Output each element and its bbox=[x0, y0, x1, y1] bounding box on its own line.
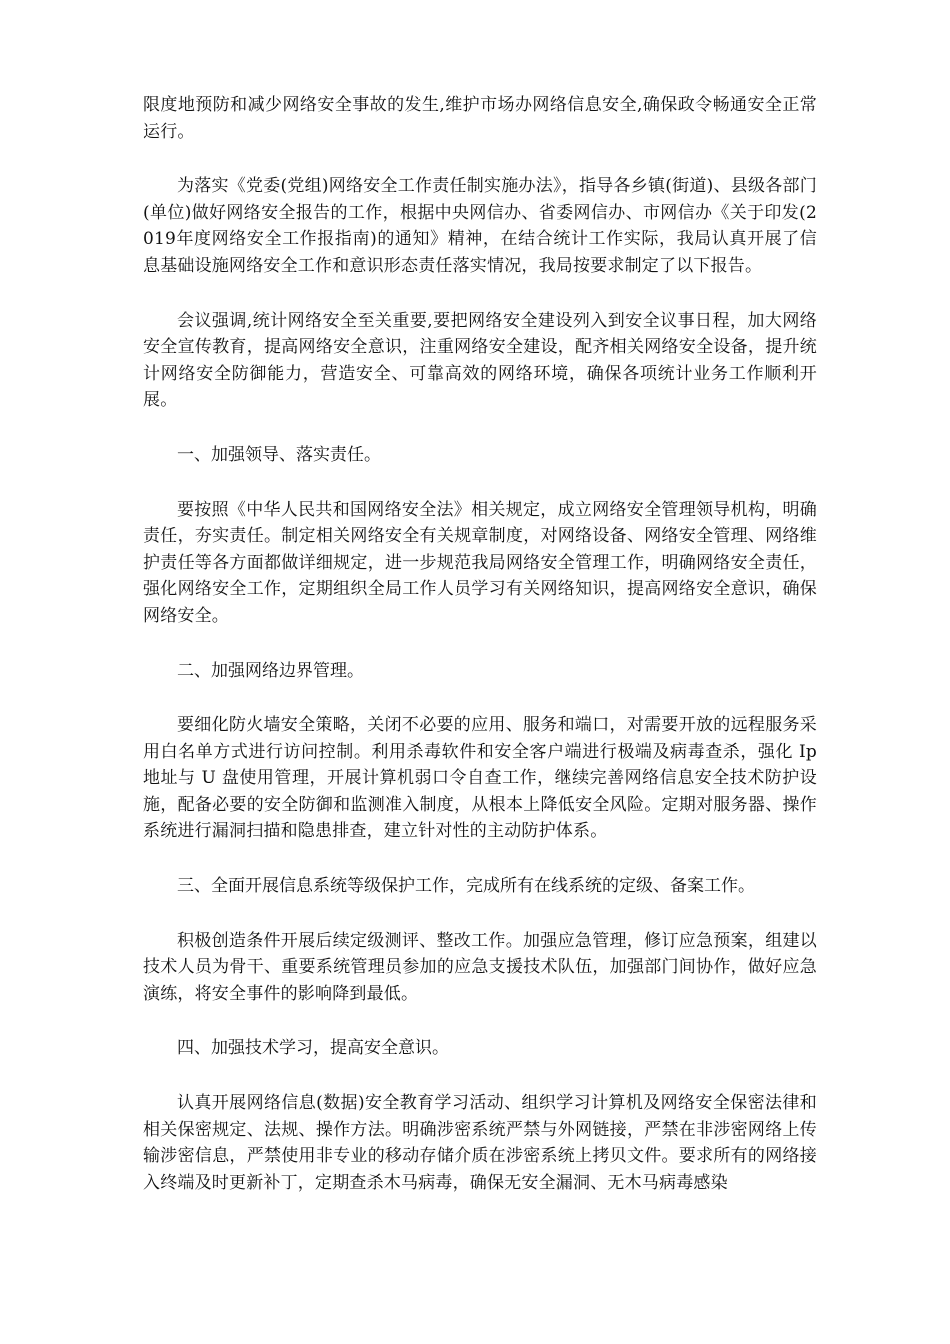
paragraph-continuation: 限度地预防和减少网络安全事故的发生,维护市场办网络信息安全,确保政令畅通安全正常运行。 bbox=[143, 95, 817, 142]
paragraph-intro: 为落实《党委(党组)网络安全工作责任制实施办法》，指导各乡镇(街道)、县级各部门(单位)做好网络安全报告的工作，根据中央网信办、省委网信办、市网信办《关于印发(2019年度网络安全工作报指南)的通知》精神，在结合统计工作实际，我局认真开展了信息基础设施网络安全工作和意识形态责任落实情况，我局按要求制定了以下报告。 bbox=[143, 176, 817, 276]
section-body-2: 要细化防火墙安全策略，关闭不必要的应用、服务和端口，对需要开放的远程服务采用白名单方式进行访问控制。利用杀毒软件和安全客户端进行极端及病毒查杀，强化 Ip 地址与 U 盘使用管理，开展计算机弱口令自查工作，继续完善网络信息安全技术防护设施，配备必要的安全防御和监测准入制度，从根本上降低安全风险。定期对服务器、操作系统进行漏洞扫描和隐患排查，建立针对性的主动防护体系。 bbox=[143, 715, 817, 842]
section-heading-4: 四、加强技术学习，提高安全意识。 bbox=[177, 1038, 449, 1059]
paragraph-meeting: 会议强调,统计网络安全至关重要,要把网络安全建设列入到安全议事日程，加大网络安全宣传教育，提高网络安全意识，注重网络安全建设，配齐相关网络安全设备，提升统计网络安全防御能力，营造安全、可靠高效的网络环境，确保各项统计业务工作顺利开展。 bbox=[143, 310, 817, 411]
document-body bbox=[143, 92, 817, 1224]
section-heading-3: 三、全面开展信息系统等级保护工作，完成所有在线系统的定级、备案工作。 bbox=[177, 876, 755, 897]
section-body-3: 积极创造条件开展后续定级测评、整改工作。加强应急管理，修订应急预案，组建以技术人员为骨干、重要系统管理员参加的应急支援技术队伍，加强部门间协作，做好应急演练，将安全事件的影响降到最低。 bbox=[143, 930, 817, 1004]
section-body-4: 认真开展网络信息(数据)安全教育学习活动、组织学习计算机及网络安全保密法律和相关保密规定、法规、操作方法。明确涉密系统严禁与外网链接，严禁在非涉密网络上传输涉密信息，严禁使用非专业的移动存储介质在涉密系统上拷贝文件。要求所有的网络接入终端及时更新补丁，定期查杀木马病毒，确保无安全漏洞、无木马病毒感染 bbox=[143, 1093, 817, 1193]
section-body-1: 要按照《中华人民共和国网络安全法》相关规定，成立网络安全管理领导机构，明确责任，夯实责任。制定相关网络安全有关规章制度，对网络设备、网络安全管理、网络维护责任等各方面都做详细规定，进一步规范我局网络安全管理工作，明确网络安全责任，强化网络安全工作，定期组织全局工作人员学习有关网络知识，提高网络安全意识，确保网络安全。 bbox=[143, 499, 817, 626]
section-heading-2: 二、加强网络边界管理。 bbox=[177, 660, 364, 681]
section-heading-1: 一、加强领导、落实责任。 bbox=[177, 444, 381, 465]
